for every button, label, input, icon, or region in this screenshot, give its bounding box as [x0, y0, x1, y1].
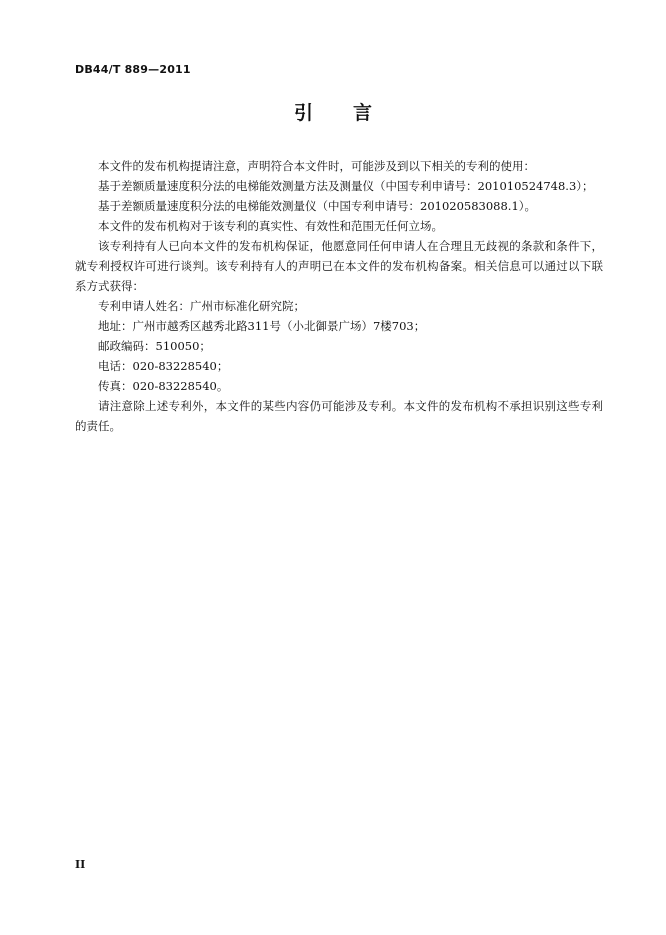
paragraph-holder-statement: 该专利持有人已向本文件的发布机构保证，他愿意同任何申请人在合理且无歧视的条款和条件下，就专利授权许可进行谈判。该专利持有人的声明已在本文件的发布机构备案。相关信息可以通过以下联系方式获得： [75, 239, 603, 293]
page-title: 引言 [293, 102, 412, 124]
paragraph-applicant-name: 专利申请人姓名：广州市标准化研究院； [98, 299, 305, 313]
paragraph-phone: 电话：020-83228540； [98, 359, 229, 373]
paragraph-address: 地址：广州市越秀区越秀北路311号（小北御景广场）7楼703； [98, 319, 426, 333]
page-number: II [75, 858, 86, 871]
paragraph-position: 本文件的发布机构对于该专利的真实性、有效性和范围无任何立场。 [98, 219, 443, 233]
paragraph-postcode: 邮政编码：510050； [98, 339, 211, 353]
body-text [75, 156, 603, 436]
paragraph-patent-1: 基于差额质量速度积分法的电梯能效测量方法及测量仪（中国专利申请号：201010524748.3）； [98, 179, 594, 193]
paragraph-notice: 本文件的发布机构提请注意，声明符合本文件时，可能涉及到以下相关的专利的使用： [98, 159, 535, 173]
paragraph-fax: 传真：020-83228540。 [98, 379, 229, 393]
paragraph-disclaimer: 请注意除上述专利外，本文件的某些内容仍可能涉及专利。本文件的发布机构不承担识别这些专利的责任。 [75, 399, 603, 433]
standard-code: DB44/T 889—2011 [75, 63, 191, 76]
paragraph-patent-2: 基于差额质量速度积分法的电梯能效测量仪（中国专利申请号：201020583088.1）。 [98, 199, 537, 213]
